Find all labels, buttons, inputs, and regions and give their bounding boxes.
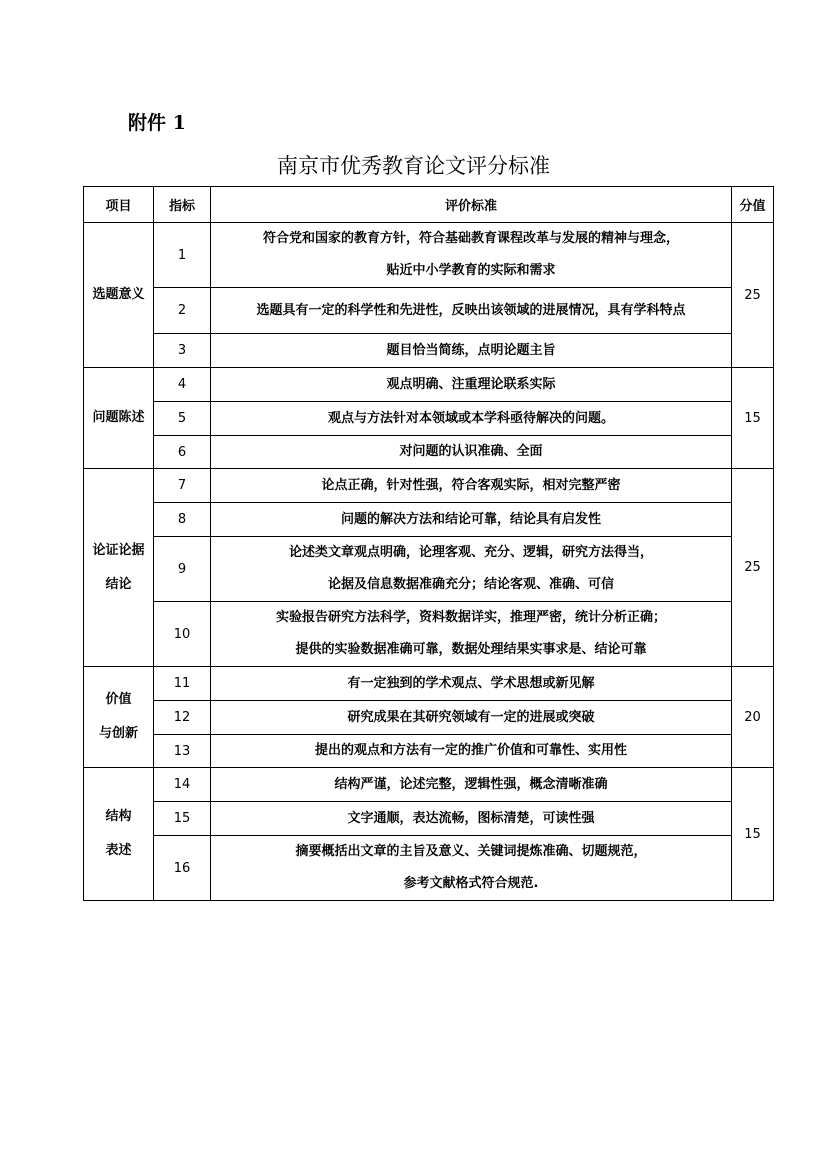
criteria-cell	[211, 701, 732, 735]
category-label: 与创新	[98, 726, 138, 741]
criteria-cell	[211, 768, 732, 802]
table-row	[84, 537, 774, 602]
table-row	[84, 368, 774, 402]
score-value: 15	[732, 368, 774, 469]
criteria-cell	[211, 735, 732, 768]
scoring-criteria-table	[83, 186, 774, 901]
table-row	[84, 667, 774, 701]
category-cell	[84, 768, 154, 901]
table-row	[84, 469, 774, 503]
indicator-number: 8	[154, 503, 211, 537]
criteria-cell	[211, 836, 732, 901]
indicator-number: 3	[154, 334, 211, 368]
header-score: 分值	[732, 187, 774, 223]
category-cell	[84, 368, 154, 469]
header-indicator: 指标	[154, 187, 211, 223]
category-label: 价值	[105, 692, 132, 707]
indicator-number: 4	[154, 368, 211, 402]
indicator-number: 10	[154, 602, 211, 667]
criteria-text: 对问题的认识准确、全面	[399, 444, 543, 459]
criteria-text: 研究成果在其研究领域有一定的进展或突破	[347, 709, 595, 725]
criteria-cell	[211, 602, 732, 667]
score-value: 25	[732, 223, 774, 368]
criteria-text: 论述类文章观点明确，论理客观、充分、逻辑，研究方法得当，	[288, 545, 653, 560]
criteria-cell	[211, 436, 732, 469]
score-value: 25	[732, 469, 774, 667]
table-row	[84, 802, 774, 836]
indicator-number: 9	[154, 537, 211, 602]
indicator-number: 14	[154, 768, 211, 802]
category-label: 结构	[105, 809, 132, 824]
criteria-cell	[211, 368, 732, 402]
table-row	[84, 288, 774, 334]
table-row	[84, 503, 774, 537]
criteria-cell	[211, 223, 732, 288]
criteria-text: 提供的实验数据准确可靠，数据处理结果实事求是、结论可靠	[295, 642, 647, 657]
header-criteria: 评价标准	[211, 187, 732, 223]
indicator-number: 1	[154, 223, 211, 288]
criteria-cell	[211, 503, 732, 537]
criteria-text: 论点正确，针对性强，符合客观实际，相对完整严密	[321, 477, 621, 493]
criteria-cell	[211, 537, 732, 602]
table-row	[84, 223, 774, 288]
table-row	[84, 836, 774, 901]
criteria-text: 选题具有一定的科学性和先进性，反映出该领域的进展情况，具有学科特点	[256, 302, 686, 318]
criteria-cell	[211, 402, 732, 436]
criteria-cell	[211, 667, 732, 701]
criteria-text: 观点明确、注重理论联系实际	[386, 376, 556, 392]
table-header-row	[84, 187, 774, 223]
category-label: 问题陈述	[92, 410, 145, 425]
criteria-text: 贴近中小学教育的实际和需求	[386, 263, 556, 278]
criteria-text: 实验报告研究方法科学，资料数据详实，推理严密，统计分析正确；	[275, 610, 666, 625]
header-category: 项目	[84, 187, 154, 223]
score-value: 15	[732, 768, 774, 901]
table-row	[84, 402, 774, 436]
criteria-text: 问题的解决方法和结论可靠，结论具有启发性	[340, 511, 601, 527]
document-title: 南京市优秀教育论文评分标准	[277, 154, 550, 178]
category-cell	[84, 469, 154, 667]
criteria-cell	[211, 469, 732, 503]
table-row	[84, 768, 774, 802]
criteria-text: 观点与方法针对本领域或本学科亟待解决的问题。	[327, 410, 614, 426]
indicator-number: 7	[154, 469, 211, 503]
criteria-text: 摘要概括出文章的主旨及意义、关键词提炼准确、切题规范，	[295, 844, 647, 859]
criteria-text: 结构严谨，论述完整，逻辑性强，概念清晰准确	[334, 776, 608, 792]
table-row	[84, 735, 774, 768]
category-label: 结论	[105, 576, 132, 592]
criteria-cell	[211, 288, 732, 334]
attachment-label: 附件 1	[128, 112, 186, 134]
category-label: 选题意义	[92, 287, 145, 302]
score-value: 20	[732, 667, 774, 768]
criteria-text: 符合党和国家的教育方针，符合基础教育课程改革与发展的精神与理念，	[262, 231, 679, 246]
criteria-text: 有一定独到的学术观点、学术思想或新见解	[347, 675, 595, 691]
indicator-number: 12	[154, 701, 211, 735]
criteria-cell	[211, 802, 732, 836]
table-body	[84, 223, 774, 901]
criteria-text: 文字通顺，表达流畅，图标清楚，可读性强	[347, 810, 595, 826]
indicator-number: 15	[154, 802, 211, 836]
category-label: 论证论据	[92, 542, 145, 558]
category-cell	[84, 667, 154, 768]
table-row	[84, 602, 774, 667]
table-row	[84, 436, 774, 469]
indicator-number: 6	[154, 436, 211, 469]
criteria-cell	[211, 334, 732, 368]
table-row	[84, 334, 774, 368]
indicator-number: 11	[154, 667, 211, 701]
criteria-text: 提出的观点和方法有一定的推广价值和可靠性、实用性	[314, 743, 627, 758]
criteria-text: 论据及信息数据准确充分；结论客观、准确、可信	[327, 577, 614, 592]
indicator-number: 16	[154, 836, 211, 901]
indicator-number: 5	[154, 402, 211, 436]
category-label: 表述	[105, 843, 132, 858]
indicator-number: 13	[154, 735, 211, 768]
criteria-text: 参考文献格式符合规范.	[403, 876, 539, 891]
category-cell	[84, 223, 154, 368]
indicator-number: 2	[154, 288, 211, 334]
table-row	[84, 701, 774, 735]
criteria-text: 题目恰当简练，点明论题主旨	[386, 342, 556, 358]
